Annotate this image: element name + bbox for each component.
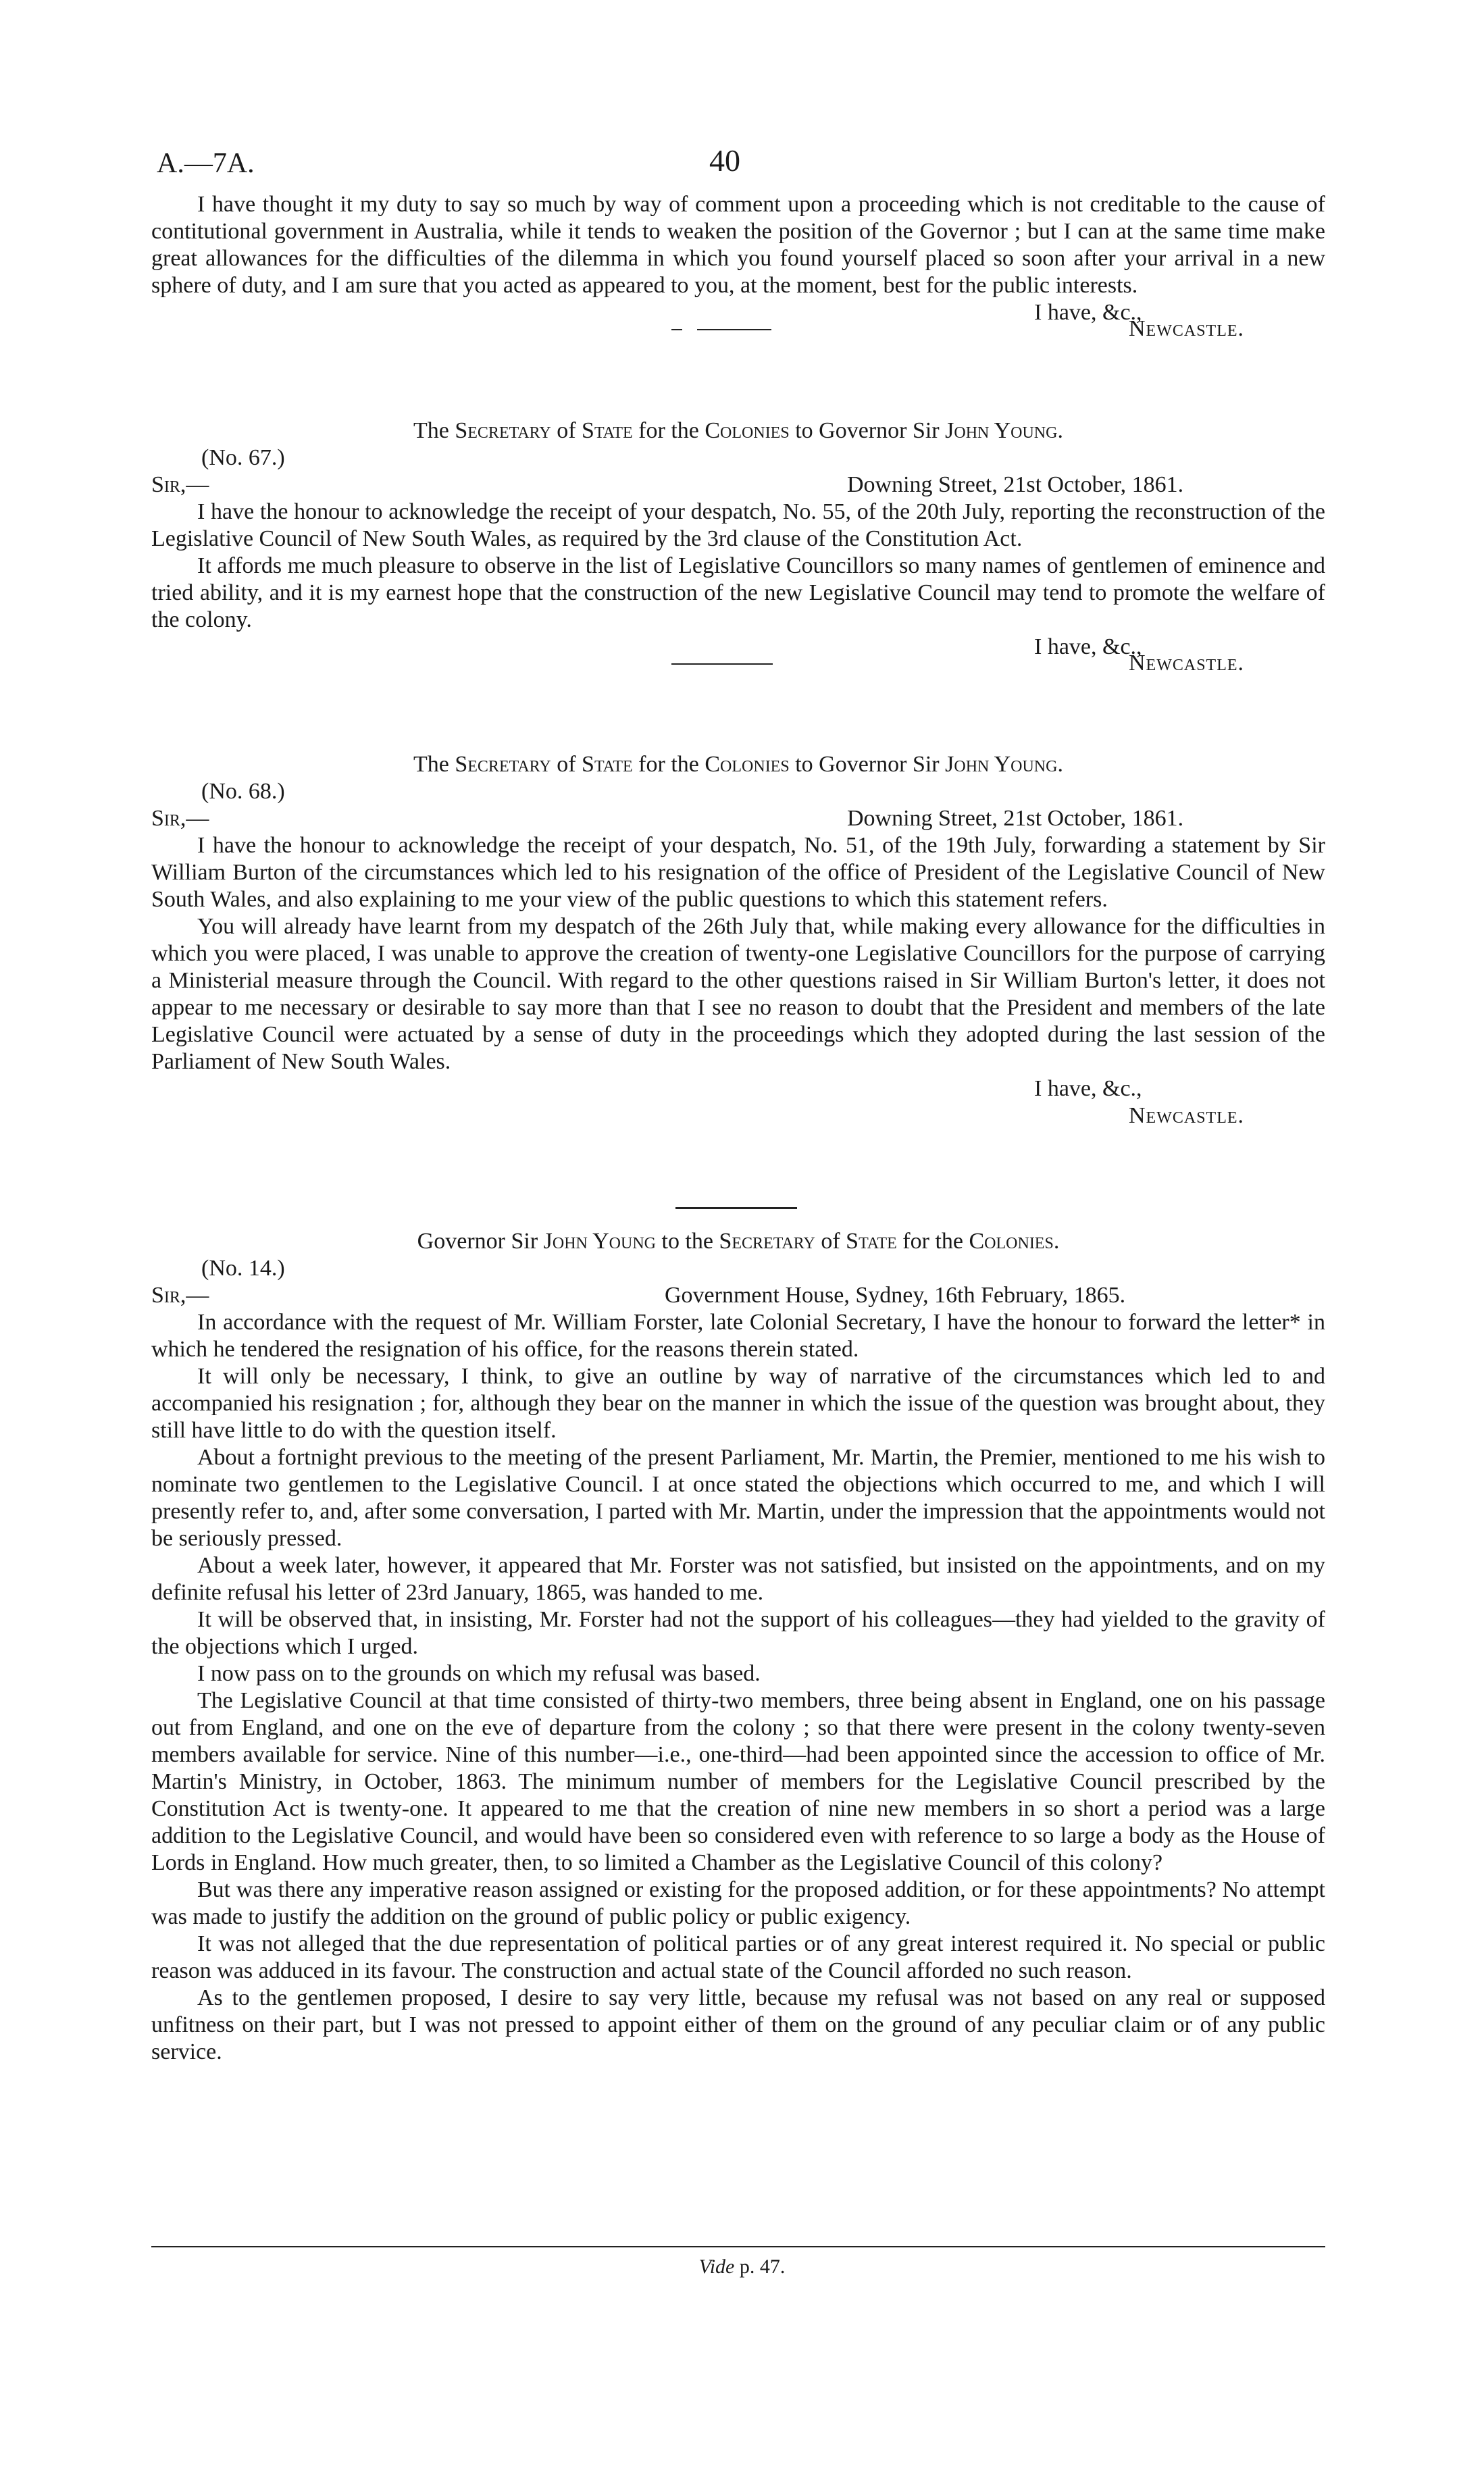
signature: Newcastle.	[1129, 1103, 1245, 1128]
salutation: Sir,—	[151, 1283, 209, 1308]
paragraph: I now pass on to the grounds on which my refusal was based.	[197, 1661, 761, 1686]
paragraph: I have the honour to acknowledge the receipt of your despatch, No. 51, of the 19th July, forwarding a statement by Sir William Burton of the circumstances which led to his resignation of the office of President of the Legislative Council of New South Wales, and also explaining to me your view of the public questions to which this statement refers.	[151, 833, 1325, 912]
dateline: Downing Street, 21st October, 1861.	[847, 472, 1184, 497]
closing: I have, &c.,	[1034, 634, 1142, 659]
section-rule	[675, 1207, 797, 1209]
footnote-rule	[151, 2246, 1325, 2247]
despatch-number: (No. 67.)	[201, 445, 285, 470]
salutation: Sir,—	[151, 472, 209, 497]
paragraph: It will be observed that, in insisting, Mr. Forster had not the support of his colleagues—they had yielded to the gravity of the objections which I urged.	[151, 1607, 1325, 1659]
series-reference: A.—7A.	[157, 148, 255, 179]
paragraph: You will already have learnt from my despatch of the 26th July that, while making every allowance for the difficulties in which you were placed, I was unable to approve the creation of twenty-one Legislative Councillors for the purpose of carrying a Ministerial measure through the Council. With regard to the other questions raised in Sir William Burton's letter, it does not appear to me necessary or desirable to say more than that I see no reason to doubt that the President and members of the late Legislative Council were actuated by a sense of duty in the proceedings which they adopted during the last session of the Parliament of New South Wales.	[151, 914, 1325, 1074]
despatch-68	[151, 751, 1325, 1129]
despatch-number: (No. 14.)	[201, 1256, 285, 1281]
paragraph: As to the gentlemen proposed, I desire to say very little, because my refusal was not based on any real or supposed unfitness on their part, but I was not pressed to appoint either of them on the ground of any peculiar claim or of any public service.	[151, 1985, 1325, 2064]
dateline: Government House, Sydney, 16th February, 1865.	[665, 1283, 1126, 1308]
paragraph: I have the honour to acknowledge the receipt of your despatch, No. 55, of the 20th July, reporting the reconstruction of the Legislative Council of New South Wales, as required by the 3rd clause of the Constitution Act.	[151, 499, 1325, 551]
salutation-line	[151, 805, 1325, 832]
paragraph: But was there any imperative reason assigned or existing for the proposed addition, or for these appointments? No attempt was made to justify the addition on the ground of public policy or public exigency.	[151, 1877, 1325, 1929]
dateline: Downing Street, 21st October, 1861.	[847, 806, 1184, 831]
paragraph: In accordance with the request of Mr. William Forster, late Colonial Secretary, I have the honour to forward the letter* in which he tendered the resignation of his office, for the reasons therein stated.	[151, 1310, 1325, 1362]
despatch-14	[151, 1228, 1325, 2066]
salutation-line	[151, 1282, 1325, 1309]
salutation-line	[151, 471, 1325, 499]
paragraph: The Legislative Council at that time consisted of thirty-two members, three being absent in England, one on his passage out from England, and one on the eve of departure from the colony ; so that there were present in the colony twenty-seven members available for service. Nine of this number—i.e., one-third—had been appointed since the accession to office of Mr. Martin's Ministry, in October, 1863. The minimum number of members for the Legislative Council prescribed by the Constitution Act is twenty-one. It appeared to me that the creation of nine new members in so short a period was a large addition to the Legislative Council, and would have been so considered even with reference to so large a body as the House of Lords in England. How much greater, then, to so limited a Chamber as the Legislative Council of this colony?	[151, 1688, 1325, 1875]
paragraph: It affords me much pleasure to observe in the list of Legislative Councillors so many names of gentlemen of eminence and tried ability, and it is my earnest hope that the construction of the new Legislative Council may tend to promote the welfare of the colony.	[151, 553, 1325, 632]
paragraph: About a fortnight previous to the meeting of the present Parliament, Mr. Martin, the Premier, mentioned to me his wish to nominate two gentlemen to the Legislative Council. I at once stated the objections which occurred to me, and which I will presently refer to, and, after some conversation, I parted with Mr. Martin, under the impression that the appointments would not be seriously pressed.	[151, 1445, 1325, 1551]
page-number: 40	[709, 143, 740, 178]
despatch-heading: The Secretary of State for the Colonies to Governor Sir John Young.	[413, 418, 1063, 443]
signature: Newcastle.	[1129, 651, 1245, 675]
closing: I have, &c.,	[1034, 300, 1142, 325]
despatch-heading: Governor Sir John Young to the Secretary of State for the Colonies.	[417, 1229, 1060, 1254]
signature: Newcastle.	[1129, 316, 1245, 341]
intro-section	[151, 191, 1325, 353]
paragraph: It was not alleged that the due representation of political parties or of any great interest required it. No special or public reason was adduced in its favour. The construction and actual state of the Council afforded no such reason.	[151, 1931, 1325, 1983]
despatch-67	[151, 417, 1325, 688]
despatch-heading: The Secretary of State for the Colonies to Governor Sir John Young.	[413, 752, 1063, 777]
closing: I have, &c.,	[1034, 1076, 1142, 1101]
paragraph: It will only be necessary, I think, to give an outline by way of narrative of the circumstances which led to and accompanied his resignation ; for, although they bear on the manner in which the issue of the question was brought about, they still have little to do with the question itself.	[151, 1364, 1325, 1443]
footnote: Vide p. 47.	[698, 2255, 786, 2278]
paragraph: About a week later, however, it appeared that Mr. Forster was not satisfied, but insisted on the appointments, and on my definite refusal his letter of 23rd January, 1865, was handed to me.	[151, 1553, 1325, 1605]
intro-paragraph: I have thought it my duty to say so much by way of comment upon a proceeding which is not creditable to the cause of contitutional government in Australia, while it tends to weaken the position of the Governor ; but I can at the same time make great allowances for the difficulties of the dilemma in which you found yourself placed so soon after your arrival in a new sphere of duty, and I am sure that you acted as appeared to you, at the moment, best for the public interests.	[151, 192, 1325, 298]
despatch-number: (No. 68.)	[201, 779, 285, 804]
salutation: Sir,—	[151, 806, 209, 831]
